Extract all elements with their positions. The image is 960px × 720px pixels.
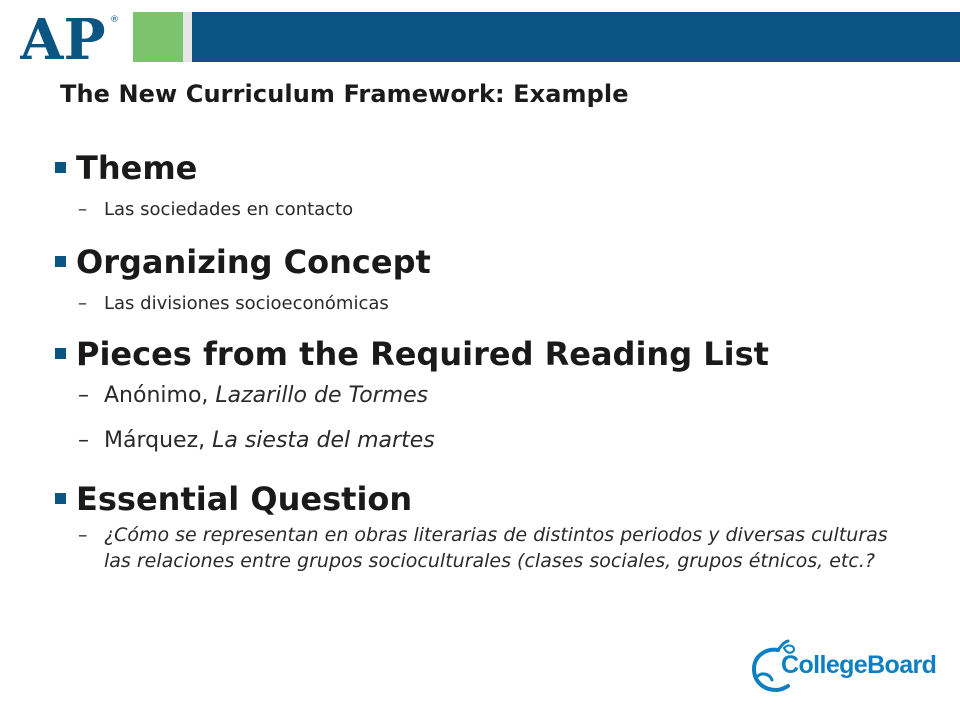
bullet-square-icon bbox=[55, 162, 66, 173]
dash-marker: – bbox=[78, 383, 89, 408]
sub-item-author: Márquez, bbox=[104, 428, 213, 453]
sub-item-work-title: La siesta del martes bbox=[212, 428, 435, 453]
slide-title: The New Curriculum Framework: Example bbox=[60, 80, 629, 108]
sub-item bbox=[52, 377, 932, 415]
slide-header bbox=[0, 0, 960, 70]
bullet-square-icon bbox=[55, 256, 66, 267]
bullet-heading: Essential Question bbox=[76, 480, 413, 518]
sub-item-author: Anónimo, bbox=[104, 383, 216, 408]
collegeboard-logo-text: CollegeBoard bbox=[781, 651, 937, 679]
header-divider bbox=[183, 12, 192, 62]
bullet-reading-list bbox=[52, 333, 932, 375]
sub-item-work-title: Lazarillo de Tormes bbox=[215, 383, 429, 408]
dash-marker: – bbox=[78, 428, 89, 453]
bullet-heading: Theme bbox=[76, 149, 198, 187]
bullet-square-icon bbox=[55, 493, 66, 504]
sub-item-text: Las divisiones socioeconómicas bbox=[104, 293, 389, 314]
registered-mark: ® bbox=[110, 15, 119, 25]
bullet-essential-question bbox=[52, 478, 932, 520]
sub-item bbox=[52, 522, 904, 574]
header-blue-band bbox=[192, 12, 960, 62]
dash-marker: – bbox=[78, 199, 87, 220]
sub-item bbox=[52, 422, 932, 460]
sub-item bbox=[52, 197, 932, 223]
bullet-heading: Organizing Concept bbox=[76, 243, 431, 281]
slide-content bbox=[52, 147, 932, 574]
ap-logo-text: AP bbox=[20, 7, 106, 66]
bullet-theme bbox=[52, 147, 932, 189]
bullet-organizing-concept bbox=[52, 241, 932, 283]
sub-item-text: ¿Cómo se representan en obras literarias de distintos periodos y diversas culturas las relaciones entre grupos socioculturales (clases sociales, grupos étnicos, etc.? bbox=[104, 524, 888, 572]
header-green-block bbox=[133, 12, 183, 62]
sub-item bbox=[52, 291, 932, 317]
dash-marker: – bbox=[78, 293, 87, 314]
bullet-heading: Pieces from the Required Reading List bbox=[76, 335, 769, 373]
bullet-square-icon bbox=[55, 348, 66, 359]
sub-item-text: Las sociedades en contacto bbox=[104, 199, 354, 220]
dash-marker: – bbox=[78, 524, 88, 546]
